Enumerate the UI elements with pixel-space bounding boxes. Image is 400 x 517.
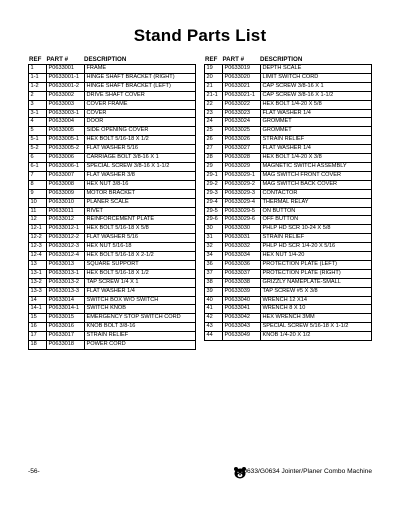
part-number-cell: P0633009 — [47, 189, 85, 198]
description-cell: LIMIT SWITCH CORD — [261, 73, 372, 82]
table-row — [205, 332, 372, 341]
table-row — [29, 154, 196, 163]
table-row — [29, 216, 196, 225]
part-number-cell: P0633029-5 — [223, 207, 261, 216]
ref-cell: 6 — [29, 154, 47, 163]
ref-cell: 38 — [205, 278, 223, 287]
ref-cell: 13-3 — [29, 287, 47, 296]
ref-cell: 34 — [205, 252, 223, 261]
part-number-cell: P0633014 — [47, 296, 85, 305]
ref-cell: 12-1 — [29, 225, 47, 234]
part-number-cell: P0633038 — [223, 278, 261, 287]
machine-name: G0633/G0634 Jointer/Planer Combo Machine — [238, 468, 372, 475]
table-row — [205, 136, 372, 145]
table-row — [29, 287, 196, 296]
table-row — [205, 154, 372, 163]
part-number-cell: P0633025 — [223, 127, 261, 136]
description-cell: RIVET — [85, 207, 196, 216]
description-cell: CARRIAGE BOLT 3/8-16 X 1 — [85, 154, 196, 163]
ref-cell: 2 — [29, 91, 47, 100]
table-row — [29, 127, 196, 136]
ref-cell: 42 — [205, 314, 223, 323]
header-ref: REF — [29, 56, 42, 63]
ref-cell: 40 — [205, 296, 223, 305]
table-row — [205, 82, 372, 91]
table-row — [29, 296, 196, 305]
part-number-cell: P0633029-6 — [223, 216, 261, 225]
description-cell: WRENCH 8 X 10 — [261, 305, 372, 314]
description-cell: MAG SWITCH FRONT COVER — [261, 171, 372, 180]
part-number-cell: P0633028 — [223, 154, 261, 163]
description-cell: KNOB 1/4-20 X 1/2 — [261, 332, 372, 341]
table-row — [205, 162, 372, 171]
description-cell: STRAIN RELIEF — [261, 234, 372, 243]
description-cell: CONTACTOR — [261, 189, 372, 198]
ref-cell: 43 — [205, 323, 223, 332]
ref-cell: 14-1 — [29, 305, 47, 314]
ref-cell: 5-2 — [29, 145, 47, 154]
table-row — [205, 91, 372, 100]
description-cell: OFF BUTTON — [261, 216, 372, 225]
part-number-cell: P0633001-2 — [47, 82, 85, 91]
table-row — [29, 243, 196, 252]
part-number-cell: P0633011 — [47, 207, 85, 216]
part-number-cell: P0633015 — [47, 314, 85, 323]
description-cell: SWITCH KNOB — [85, 305, 196, 314]
table-row — [205, 127, 372, 136]
table-row — [29, 225, 196, 234]
part-number-cell: P0633013-3 — [47, 287, 85, 296]
ref-cell: 5 — [29, 127, 47, 136]
part-number-cell: P0633034 — [223, 252, 261, 261]
page-footer — [28, 466, 372, 480]
table-row — [29, 260, 196, 269]
ref-cell: 31 — [205, 234, 223, 243]
part-number-cell: P0633012-2 — [47, 234, 85, 243]
part-number-cell: P0633024 — [223, 118, 261, 127]
ref-cell: 28 — [205, 154, 223, 163]
part-number-cell: P0633037 — [223, 269, 261, 278]
table-row — [205, 216, 372, 225]
part-number-cell: P0633017 — [47, 332, 85, 341]
ref-cell: 12-4 — [29, 252, 47, 261]
table-row — [205, 323, 372, 332]
part-number-cell: P0633026 — [223, 136, 261, 145]
description-cell: SPECIAL SCREW 5/16-18 X 1-1/2 — [261, 323, 372, 332]
description-cell: HEX BOLT 1/4-20 X 5/8 — [261, 100, 372, 109]
table-row — [29, 323, 196, 332]
ref-cell: 15 — [29, 314, 47, 323]
table-row — [29, 198, 196, 207]
page-number: -56- — [28, 468, 40, 475]
description-cell: HEX BOLT 5/16-18 X 2-1/2 — [85, 252, 196, 261]
description-cell: SWITCH BOX W/O SWITCH — [85, 296, 196, 305]
ref-cell: 19 — [205, 65, 223, 74]
part-number-cell: P0633029-3 — [223, 189, 261, 198]
description-cell: CAP SCREW 3/8-16 X 1 — [261, 82, 372, 91]
table-row — [29, 207, 196, 216]
part-number-cell: P0633012-3 — [47, 243, 85, 252]
description-cell: EMERGENCY STOP SWITCH CORD — [85, 314, 196, 323]
part-number-cell: P0633005 — [47, 127, 85, 136]
table-row — [205, 252, 372, 261]
table-header-right — [204, 55, 372, 64]
parts-table-right — [204, 64, 372, 341]
part-number-cell: P0633021-1 — [223, 91, 261, 100]
table-row — [205, 100, 372, 109]
table-row — [29, 91, 196, 100]
description-cell: CAP SCREW 3/8-16 X 1-1/2 — [261, 91, 372, 100]
ref-cell: 39 — [205, 287, 223, 296]
description-cell: MOTOR BRACKET — [85, 189, 196, 198]
header-description: DESCRIPTION — [84, 56, 127, 63]
part-number-cell: P0633001 — [47, 65, 85, 74]
table-row — [29, 180, 196, 189]
ref-cell: 16 — [29, 323, 47, 332]
parts-column-right — [204, 55, 372, 350]
parts-table-left — [28, 64, 196, 350]
parts-column-left — [28, 55, 196, 350]
table-row — [205, 171, 372, 180]
ref-cell: 3-1 — [29, 109, 47, 118]
ref-cell: 18 — [29, 341, 47, 350]
description-cell: SQUARE SUPPORT — [85, 260, 196, 269]
ref-cell: 29-6 — [205, 216, 223, 225]
ref-cell: 22 — [205, 100, 223, 109]
table-row — [205, 260, 372, 269]
ref-cell: 26 — [205, 136, 223, 145]
part-number-cell: P0633014-1 — [47, 305, 85, 314]
part-number-cell: P0633004 — [47, 118, 85, 127]
ref-cell: 12 — [29, 216, 47, 225]
table-row — [29, 73, 196, 82]
ref-cell: 14 — [29, 296, 47, 305]
ref-cell: 30 — [205, 225, 223, 234]
part-number-cell: P0633041 — [223, 305, 261, 314]
table-row — [29, 145, 196, 154]
description-cell: REINFORCEMENT PLATE — [85, 216, 196, 225]
ref-cell: 21 — [205, 82, 223, 91]
part-number-cell: P0633006-1 — [47, 162, 85, 171]
table-row — [205, 73, 372, 82]
part-number-cell: P0633029-4 — [223, 198, 261, 207]
description-cell: FLAT WASHER 1/4 — [261, 109, 372, 118]
ref-cell: 6-1 — [29, 162, 47, 171]
table-row — [29, 118, 196, 127]
table-row — [29, 171, 196, 180]
part-number-cell: P0633032 — [223, 243, 261, 252]
ref-cell: 29-5 — [205, 207, 223, 216]
part-number-cell: P0633049 — [223, 332, 261, 341]
description-cell: SIDE OPENING COVER — [85, 127, 196, 136]
part-number-cell: P0633002 — [47, 91, 85, 100]
ref-cell: 13-2 — [29, 278, 47, 287]
part-number-cell: P0633031 — [223, 234, 261, 243]
table-row — [29, 109, 196, 118]
ref-cell: 12-3 — [29, 243, 47, 252]
description-cell: STRAIN RELIEF — [261, 136, 372, 145]
table-row — [29, 65, 196, 74]
description-cell: GROMMET — [261, 118, 372, 127]
description-cell: HEX NUT 5/16-18 — [85, 243, 196, 252]
part-number-cell: P0633029-2 — [223, 180, 261, 189]
table-row — [205, 225, 372, 234]
ref-cell: 1 — [29, 65, 47, 74]
ref-cell: 8 — [29, 180, 47, 189]
description-cell: TAP SCREW 1/4 X 1 — [85, 278, 196, 287]
table-header-left — [28, 55, 196, 64]
ref-cell: 9 — [29, 189, 47, 198]
description-cell: FLAT WASHER 1/4 — [85, 287, 196, 296]
part-number-cell: P0633013-1 — [47, 269, 85, 278]
table-row — [29, 305, 196, 314]
ref-cell: 5-1 — [29, 136, 47, 145]
description-cell: DRIVE SHAFT COVER — [85, 91, 196, 100]
description-cell: TAP SCREW #5 X 3/8 — [261, 287, 372, 296]
ref-cell: 29-3 — [205, 189, 223, 198]
description-cell: HINGE SHAFT BRACKET (LEFT) — [85, 82, 196, 91]
part-number-cell: P0633030 — [223, 225, 261, 234]
description-cell: HEX BOLT 1/4-20 X 3/8 — [261, 154, 372, 163]
part-number-cell: P0633036 — [223, 260, 261, 269]
header-part: PART # — [222, 56, 245, 63]
ref-cell: 24 — [205, 118, 223, 127]
description-cell: HEX NUT 1/4-20 — [261, 252, 372, 261]
description-cell: DEPTH SCALE — [261, 65, 372, 74]
ref-cell: 12-2 — [29, 234, 47, 243]
description-cell: FLAT WASHER 3/8 — [85, 171, 196, 180]
description-cell: POWER CORD — [85, 341, 196, 350]
ref-cell: 21-1 — [205, 91, 223, 100]
table-row — [205, 145, 372, 154]
ref-cell: 27 — [205, 145, 223, 154]
ref-cell: 4 — [29, 118, 47, 127]
description-cell: MAG SWITCH BACK COVER — [261, 180, 372, 189]
header-description: DESCRIPTION — [260, 56, 303, 63]
description-cell: COVER FRAME — [85, 100, 196, 109]
description-cell: PHLP HD SCR 10-24 X 5/8 — [261, 225, 372, 234]
part-number-cell: P0633013 — [47, 260, 85, 269]
part-number-cell: P0633043 — [223, 323, 261, 332]
table-row — [205, 269, 372, 278]
table-row — [29, 314, 196, 323]
part-number-cell: P0633005-1 — [47, 136, 85, 145]
part-number-cell: P0633006 — [47, 154, 85, 163]
table-row — [205, 243, 372, 252]
ref-cell: 1-2 — [29, 82, 47, 91]
page-title: Stand Parts List — [133, 26, 267, 45]
table-row — [29, 252, 196, 261]
table-row — [205, 118, 372, 127]
table-row — [205, 109, 372, 118]
description-cell: HINGE SHAFT BRACKET (RIGHT) — [85, 73, 196, 82]
part-number-cell: P0633027 — [223, 145, 261, 154]
ref-cell: 36 — [205, 260, 223, 269]
description-cell: HEX BOLT 5/16-18 X 1/2 — [85, 136, 196, 145]
part-number-cell: P0633008 — [47, 180, 85, 189]
part-number-cell: P0633022 — [223, 100, 261, 109]
table-row — [29, 82, 196, 91]
part-number-cell: P0633013-2 — [47, 278, 85, 287]
description-cell: FLAT WASHER 5/16 — [85, 145, 196, 154]
part-number-cell: P0633040 — [223, 296, 261, 305]
description-cell: HEX WRENCH 3MM — [261, 314, 372, 323]
table-row — [29, 278, 196, 287]
table-row — [29, 341, 196, 350]
ref-cell: 25 — [205, 127, 223, 136]
table-row — [29, 332, 196, 341]
part-number-cell: P0633029-1 — [223, 171, 261, 180]
ref-cell: 17 — [29, 332, 47, 341]
table-row — [205, 189, 372, 198]
description-cell: COVER — [85, 109, 196, 118]
ref-cell: 29-2 — [205, 180, 223, 189]
table-row — [205, 234, 372, 243]
ref-cell: 29-1 — [205, 171, 223, 180]
table-row — [205, 278, 372, 287]
ref-cell: 3 — [29, 100, 47, 109]
ref-cell: 23 — [205, 109, 223, 118]
description-cell: THERMAL RELAY — [261, 198, 372, 207]
description-cell: FRAME — [85, 65, 196, 74]
ref-cell: 7 — [29, 171, 47, 180]
part-number-cell: P0633042 — [223, 314, 261, 323]
part-number-cell: P0633019 — [223, 65, 261, 74]
part-number-cell: P0633012-1 — [47, 225, 85, 234]
part-number-cell: P0633039 — [223, 287, 261, 296]
table-row — [29, 234, 196, 243]
part-number-cell: P0633012 — [47, 216, 85, 225]
table-row — [205, 198, 372, 207]
description-cell: PHLP HD SCR 1/4-20 X 5/16 — [261, 243, 372, 252]
description-cell: PLANER SCALE — [85, 198, 196, 207]
description-cell: ON BUTTON — [261, 207, 372, 216]
part-number-cell: P0633005-2 — [47, 145, 85, 154]
part-number-cell: P0633021 — [223, 82, 261, 91]
table-row — [29, 162, 196, 171]
table-row — [205, 180, 372, 189]
ref-cell: 41 — [205, 305, 223, 314]
table-row — [205, 287, 372, 296]
ref-cell: 20 — [205, 73, 223, 82]
part-number-cell: P0633029 — [223, 162, 261, 171]
part-number-cell: P0633007 — [47, 171, 85, 180]
part-number-cell: P0633023 — [223, 109, 261, 118]
ref-cell: 32 — [205, 243, 223, 252]
table-row — [205, 65, 372, 74]
description-cell: PROTECTION PLATE (RIGHT) — [261, 269, 372, 278]
table-row — [29, 269, 196, 278]
ref-cell: 13-1 — [29, 269, 47, 278]
table-row — [205, 305, 372, 314]
ref-cell: 29 — [205, 162, 223, 171]
ref-cell: 13 — [29, 260, 47, 269]
description-cell: FLAT WASHER 1/4 — [261, 145, 372, 154]
description-cell: SPECIAL SCREW 3/8-16 X 1-1/2 — [85, 162, 196, 171]
description-cell: HEX NUT 3/8-16 — [85, 180, 196, 189]
part-number-cell: P0633003 — [47, 100, 85, 109]
description-cell: PROTECTION PLATE (LEFT) — [261, 260, 372, 269]
ref-cell: 11 — [29, 207, 47, 216]
part-number-cell: P0633003-1 — [47, 109, 85, 118]
ref-cell: 29-4 — [205, 198, 223, 207]
part-number-cell: P0633018 — [47, 341, 85, 350]
description-cell: WRENCH 12 X14 — [261, 296, 372, 305]
description-cell: KNOB BOLT 3/8-16 — [85, 323, 196, 332]
description-cell: HEX BOLT 5/16-18 X 1/2 — [85, 269, 196, 278]
part-number-cell: P0633016 — [47, 323, 85, 332]
ref-cell: 10 — [29, 198, 47, 207]
part-number-cell: P0633020 — [223, 73, 261, 82]
part-number-cell: P0633010 — [47, 198, 85, 207]
description-cell: GROMMET — [261, 127, 372, 136]
description-cell: GRIZZLY NAMEPLATE-SMALL — [261, 278, 372, 287]
table-row — [29, 136, 196, 145]
parts-tables — [28, 55, 372, 350]
header-part: PART # — [46, 56, 69, 63]
part-number-cell: P0633012-4 — [47, 252, 85, 261]
description-cell: STRAIN RELIEF — [85, 332, 196, 341]
table-row — [205, 314, 372, 323]
table-row — [205, 296, 372, 305]
description-cell: HEX BOLT 5/16-18 X 5/8 — [85, 225, 196, 234]
description-cell: FLAT WASHER 5/16 — [85, 234, 196, 243]
description-cell: DOOR — [85, 118, 196, 127]
description-cell: MAGNETIC SWITCH ASSEMBLY — [261, 162, 372, 171]
ref-cell: 44 — [205, 332, 223, 341]
ref-cell: 37 — [205, 269, 223, 278]
part-number-cell: P0633001-1 — [47, 73, 85, 82]
table-row — [205, 207, 372, 216]
header-ref: REF — [205, 56, 218, 63]
table-row — [29, 189, 196, 198]
ref-cell: 1-1 — [29, 73, 47, 82]
table-row — [29, 100, 196, 109]
